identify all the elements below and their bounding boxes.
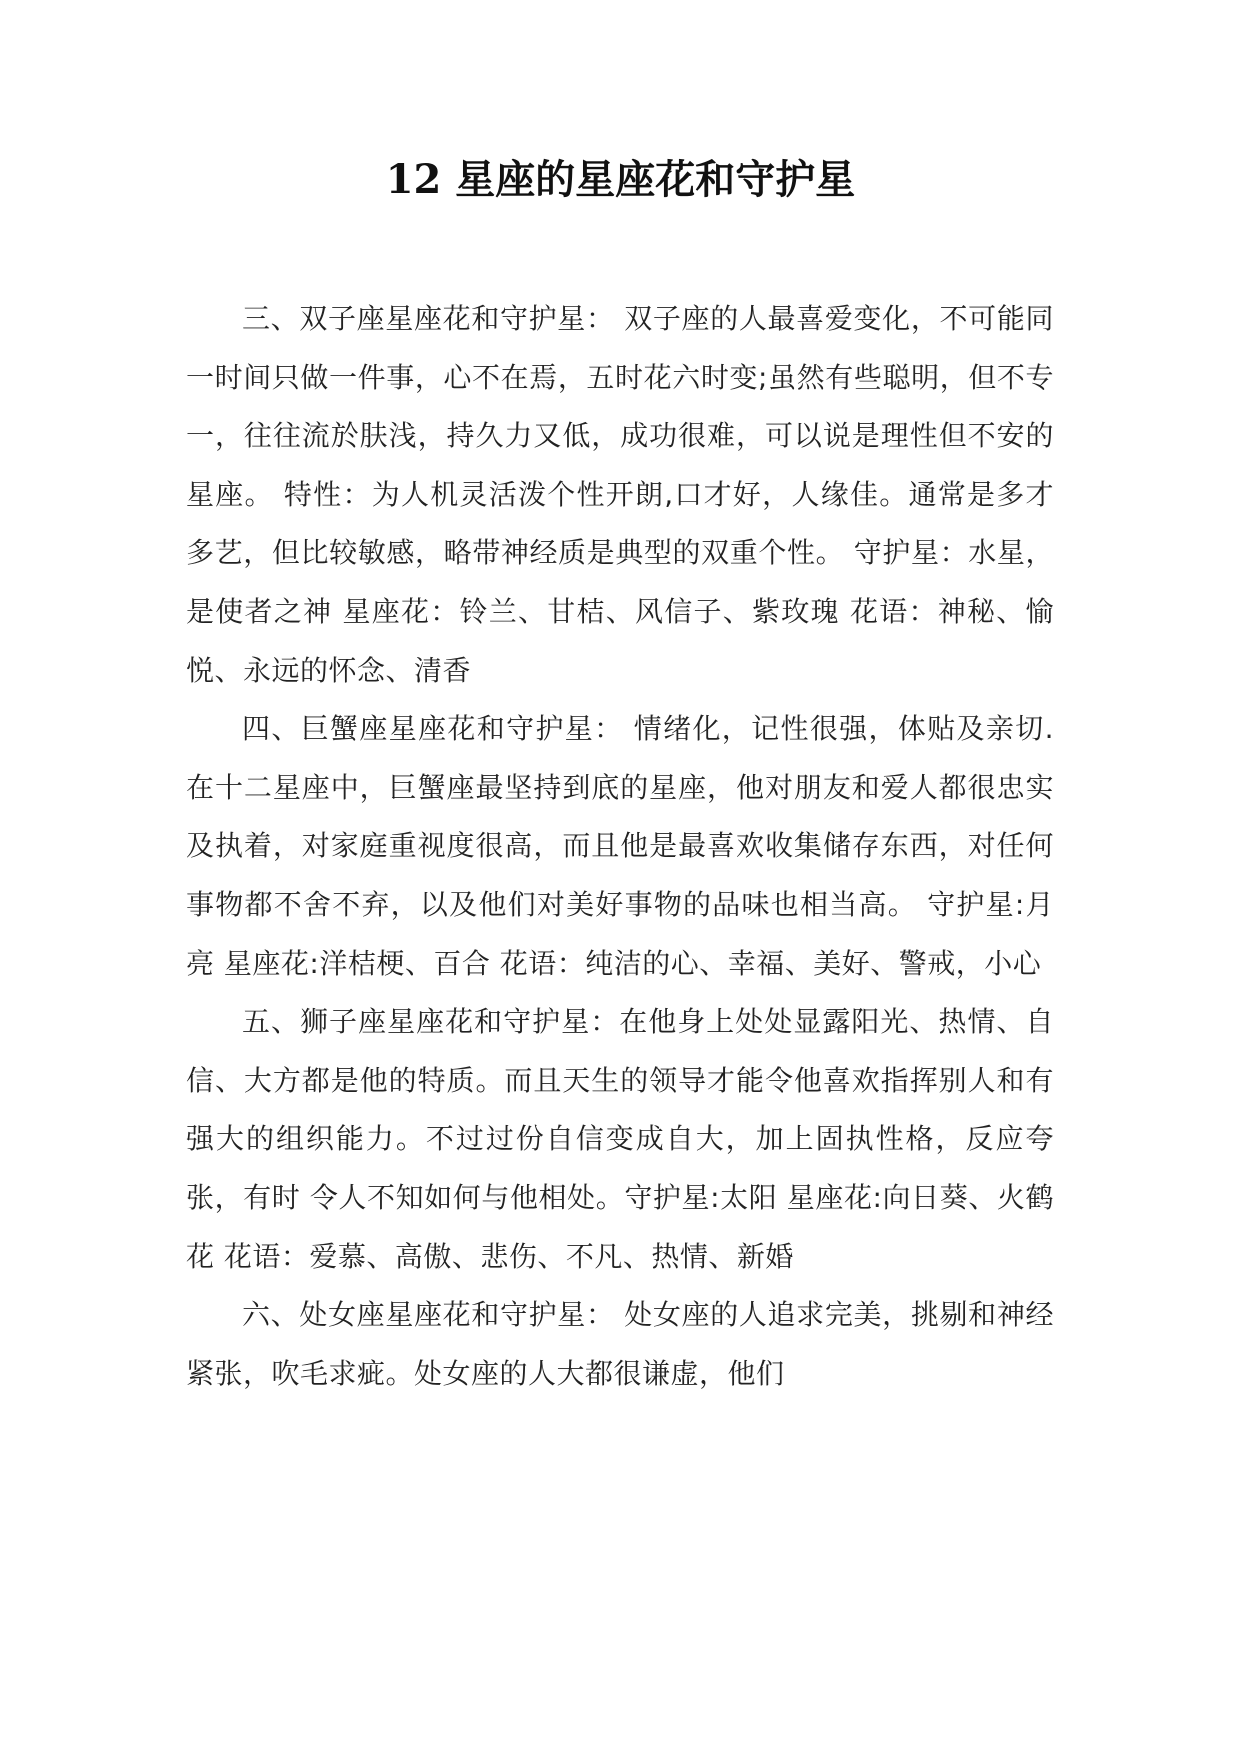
paragraph-gemini: 三、双子座星座花和守护星： 双子座的人最喜爱变化，不可能同一时间只做一件事，心不在焉，五时花六时变;虽然有些聪明，但不专一，往往流於肤浅，持久力又低，成功很难，可以说是理性但不安的星座。 特性：为人机灵活泼个性开朗,口才好，人缘佳。通常是多才多艺，但比较敏感，略带神经质是典型的双重个性。 守护星：水星，是使者之神 星座花：铃兰、甘桔、风信子、紫玫瑰 花语：神秘、愉悦、永远的怀念、清香 — [186, 302, 1054, 687]
document-title: 12 星座的星座花和守护星 — [385, 156, 856, 203]
document-body — [186, 290, 1054, 1403]
paragraph-virgo: 六、处女座星座花和守护星： 处女座的人追求完美，挑剔和神经紧张，吹毛求疵。处女座的人大都很谦虚，他们 — [186, 1298, 1054, 1390]
paragraph-cancer: 四、巨蟹座星座花和守护星： 情绪化，记性很强，体贴及亲切.在十二星座中，巨蟹座最坚持到底的星座，他对朋友和爱人都很忠实及执着，对家庭重视度很高，而且他是最喜欢收集储存东西，对任何事物都不舍不弃，以及他们对美好事物的品味也相当高。 守护星:月亮 星座花:洋桔梗、百合 花语：纯洁的心、幸福、美好、警戒，小心 — [186, 712, 1054, 980]
paragraph-leo: 五、狮子座星座花和守护星：在他身上处处显露阳光、热情、自信、大方都是他的特质。而且天生的领导才能令他喜欢指挥别人和有强大的组织能力。不过过份自信变成自大，加上固执性格，反应夸张，有时 令人不知如何与他相处。守护星:太阳 星座花:向日葵、火鹤花 花语：爱慕、高傲、悲伤、不凡、热情、新婚 — [186, 1005, 1054, 1273]
